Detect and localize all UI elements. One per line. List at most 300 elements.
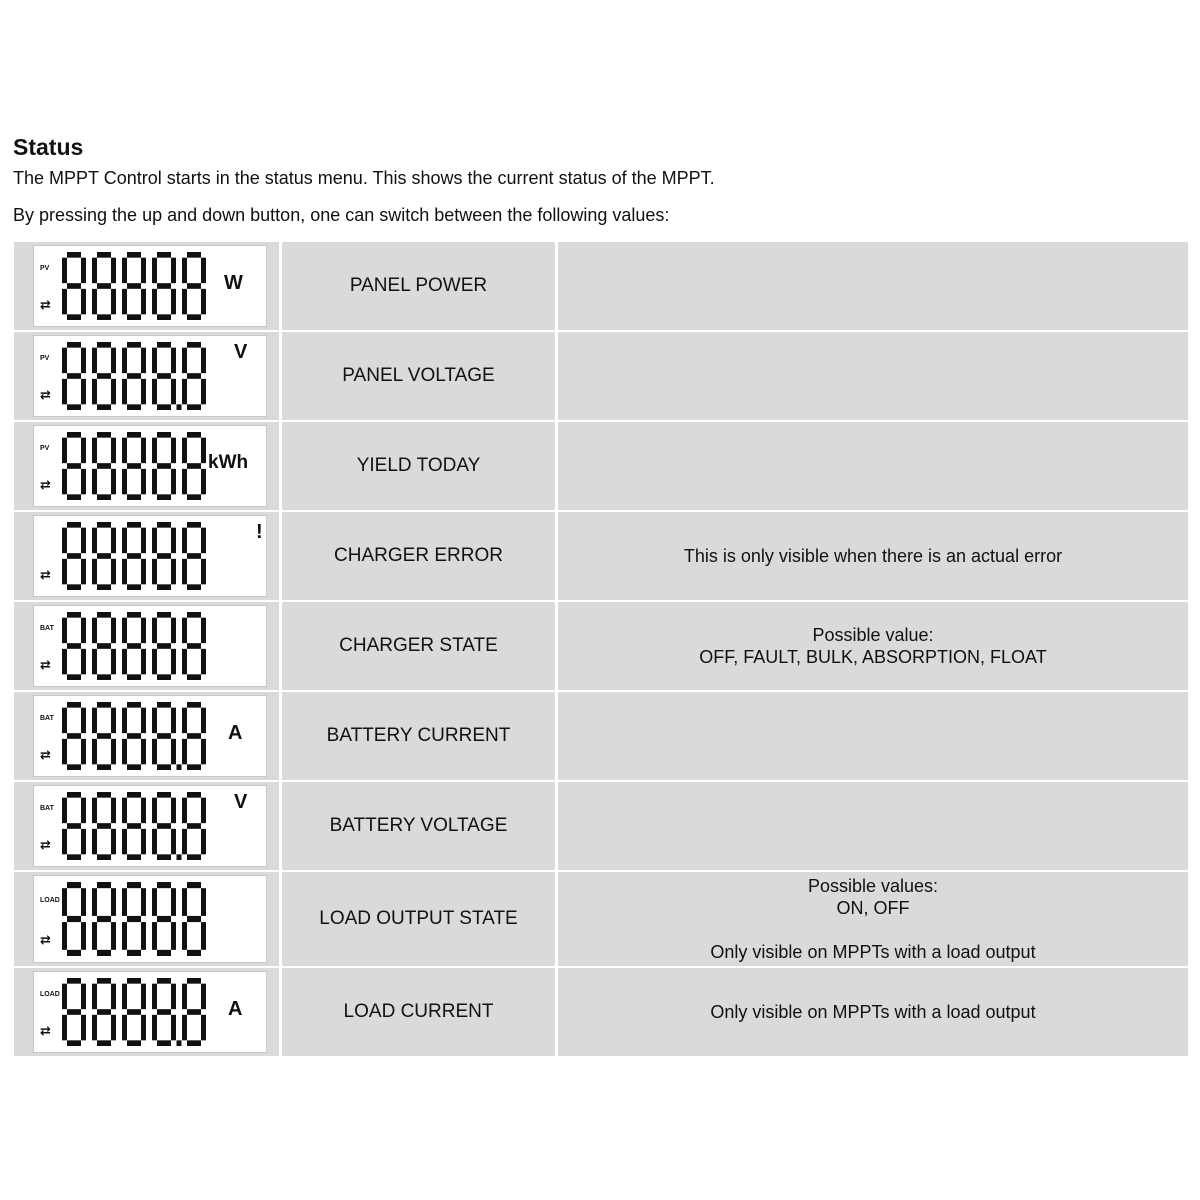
lcd-segment: [97, 1040, 111, 1046]
lcd-segment: [127, 432, 141, 438]
lcd-segment: [141, 984, 146, 1010]
lcd-segment: [122, 1015, 127, 1041]
lcd-segment: [182, 258, 187, 284]
lcd-segment: [187, 522, 201, 528]
lcd-segment: [201, 708, 206, 734]
lcd-segment: [127, 1040, 141, 1046]
lcd-segment: [152, 258, 157, 284]
lcd-segment: [187, 494, 201, 500]
status-row: [14, 420, 1188, 510]
lcd-digits-graphic: [62, 252, 210, 320]
value-note: [558, 872, 1188, 966]
lcd-segment: [187, 432, 201, 438]
lcd-arrows-icon: ⇄: [40, 477, 51, 493]
lcd-segment: [182, 829, 187, 855]
lcd-cell: [14, 512, 282, 600]
note-line: ON, OFF: [836, 898, 910, 918]
status-row: [14, 242, 1188, 330]
lcd-segment: [127, 950, 141, 956]
lcd-cell: [14, 602, 282, 690]
lcd-segment: [62, 438, 67, 464]
lcd-segment: [97, 916, 111, 922]
lcd-segment: [182, 618, 187, 644]
lcd-segment: [127, 916, 141, 922]
lcd-segment: [92, 798, 97, 824]
lcd-segment: [97, 882, 111, 888]
lcd-segment: [201, 798, 206, 824]
lcd-segment: [127, 522, 141, 528]
lcd-segment: [152, 438, 157, 464]
lcd-segment: [127, 553, 141, 559]
value-note: [558, 332, 1188, 420]
lcd-arrows-icon: ⇄: [40, 657, 51, 673]
lcd-segment: [92, 649, 97, 675]
lcd-segment: [201, 888, 206, 916]
lcd-segment: [187, 463, 201, 469]
lcd-segment: [97, 404, 111, 410]
lcd-segment: [201, 469, 206, 495]
lcd-segment: [201, 289, 206, 315]
lcd-segment: [187, 314, 201, 320]
lcd-segment: [81, 829, 86, 855]
lcd-segment: [127, 612, 141, 618]
lcd-segment: [97, 584, 111, 590]
lcd-decimal-point: [177, 404, 182, 410]
lcd-segment: [81, 798, 86, 824]
lcd-segment: [157, 643, 171, 649]
value-name: YIELD TODAY: [282, 422, 558, 510]
lcd-segment: [157, 674, 171, 680]
lcd-segment: [67, 252, 81, 258]
lcd-arrows-icon: ⇄: [40, 297, 51, 313]
value-name: BATTERY VOLTAGE: [282, 782, 558, 870]
lcd-segment: [152, 289, 157, 315]
lcd-segment: [152, 1015, 157, 1041]
lcd-source-tag: PV: [40, 355, 50, 363]
lcd-segment: [201, 922, 206, 950]
lcd-segment: [157, 463, 171, 469]
lcd-segment: [171, 348, 176, 374]
lcd-segment: [62, 289, 67, 315]
lcd-segment: [171, 649, 176, 675]
lcd-segment: [141, 438, 146, 464]
lcd-segment: [62, 1015, 67, 1041]
lcd-segment: [111, 829, 116, 855]
lcd-segment: [182, 528, 187, 554]
lcd-segment: [171, 618, 176, 644]
lcd-segment: [97, 463, 111, 469]
lcd-segment: [122, 922, 127, 950]
lcd-segment: [97, 702, 111, 708]
lcd-digits-graphic: [62, 612, 210, 680]
lcd-segment: [62, 888, 67, 916]
lcd-cell: [14, 782, 282, 870]
lcd-segment: [122, 348, 127, 374]
lcd-segment: [67, 494, 81, 500]
lcd-segment: [171, 438, 176, 464]
lcd-segment: [92, 984, 97, 1010]
lcd-segment: [122, 798, 127, 824]
lcd-segment: [187, 674, 201, 680]
lcd-decimal-point: [177, 764, 182, 770]
lcd-segment: [187, 373, 201, 379]
lcd-segment: [171, 469, 176, 495]
lcd-segment: [157, 702, 171, 708]
lcd-segment: [187, 854, 201, 860]
lcd-segment: [67, 643, 81, 649]
lcd-segment: [81, 618, 86, 644]
lcd-segment: [81, 1015, 86, 1041]
lcd-segment: [182, 888, 187, 916]
lcd-segment: [122, 984, 127, 1010]
lcd-segment: [127, 252, 141, 258]
lcd-segment: [157, 882, 171, 888]
lcd-segment: [127, 674, 141, 680]
lcd-segment: [141, 708, 146, 734]
value-note: [558, 968, 1188, 1056]
lcd-segment: [171, 289, 176, 315]
lcd-arrows-icon: ⇄: [40, 837, 51, 853]
lcd-segment: [187, 764, 201, 770]
lcd-segment: [201, 258, 206, 284]
lcd-segment: [67, 916, 81, 922]
lcd-segment: [92, 888, 97, 916]
lcd-segment: [157, 373, 171, 379]
lcd-segment: [62, 984, 67, 1010]
lcd-segment: [187, 792, 201, 798]
lcd-segment: [122, 528, 127, 554]
lcd-segment: [152, 708, 157, 734]
lcd-segment: [67, 553, 81, 559]
lcd-segment: [62, 559, 67, 585]
lcd-segment: [67, 1040, 81, 1046]
lcd-segment: [127, 764, 141, 770]
lcd-segment: [97, 342, 111, 348]
lcd-segment: [81, 649, 86, 675]
value-name: BATTERY CURRENT: [282, 692, 558, 780]
lcd-segment: [141, 379, 146, 405]
lcd-segment: [187, 823, 201, 829]
value-name: CHARGER STATE: [282, 602, 558, 690]
lcd-segment: [141, 798, 146, 824]
lcd-segment: [152, 528, 157, 554]
lcd-segment: [67, 612, 81, 618]
lcd-source-tag: BAT: [40, 805, 54, 813]
lcd-segment: [201, 528, 206, 554]
value-note: [558, 242, 1188, 330]
lcd-segment: [97, 674, 111, 680]
lcd-segment: [92, 708, 97, 734]
value-note: [558, 692, 1188, 780]
lcd-segment: [127, 404, 141, 410]
lcd-unit-label: A: [228, 998, 243, 1021]
lcd-display: [33, 245, 267, 327]
lcd-segment: [92, 739, 97, 765]
lcd-segment: [97, 432, 111, 438]
lcd-segment: [111, 984, 116, 1010]
lcd-segment: [171, 888, 176, 916]
lcd-segment: [127, 823, 141, 829]
lcd-segment: [111, 438, 116, 464]
lcd-segment: [62, 379, 67, 405]
lcd-segment: [141, 618, 146, 644]
lcd-segment: [111, 798, 116, 824]
lcd-segment: [92, 289, 97, 315]
lcd-segment: [122, 739, 127, 765]
value-note: [558, 782, 1188, 870]
lcd-segment: [187, 283, 201, 289]
lcd-segment: [97, 1009, 111, 1015]
lcd-segment: [62, 649, 67, 675]
lcd-segment: [111, 618, 116, 644]
lcd-arrows-icon: ⇄: [40, 387, 51, 403]
lcd-arrows-icon: ⇄: [40, 932, 51, 948]
lcd-segment: [127, 373, 141, 379]
lcd-unit-label: W: [224, 272, 243, 295]
lcd-segment: [201, 618, 206, 644]
lcd-segment: [187, 342, 201, 348]
lcd-segment: [62, 798, 67, 824]
lcd-segment: [141, 829, 146, 855]
lcd-segment: [157, 404, 171, 410]
lcd-segment: [201, 379, 206, 405]
lcd-segment: [171, 708, 176, 734]
lcd-segment: [111, 922, 116, 950]
lcd-segment: [92, 829, 97, 855]
section-heading: Status: [13, 134, 84, 160]
lcd-segment: [187, 916, 201, 922]
lcd-segment: [111, 528, 116, 554]
lcd-segment: [67, 792, 81, 798]
lcd-digits-graphic: [62, 522, 210, 590]
lcd-segment: [171, 798, 176, 824]
value-name: CHARGER ERROR: [282, 512, 558, 600]
lcd-segment: [187, 882, 201, 888]
lcd-segment: [201, 649, 206, 675]
lcd-segment: [157, 314, 171, 320]
lcd-segment: [187, 643, 201, 649]
note-line: Only visible on MPPTs with a load output: [710, 1002, 1036, 1022]
lcd-segment: [157, 916, 171, 922]
lcd-segment: [111, 379, 116, 405]
lcd-segment: [152, 379, 157, 405]
lcd-segment: [122, 379, 127, 405]
lcd-segment: [182, 922, 187, 950]
lcd-segment: [141, 739, 146, 765]
lcd-segment: [141, 1015, 146, 1041]
note-line: OFF, FAULT, BULK, ABSORPTION, FLOAT: [699, 647, 1047, 667]
lcd-segment: [127, 1009, 141, 1015]
lcd-cell: [14, 692, 282, 780]
lcd-segment: [171, 559, 176, 585]
lcd-segment: [97, 950, 111, 956]
lcd-segment: [67, 314, 81, 320]
lcd-source-tag: LOAD: [40, 896, 60, 904]
lcd-segment: [141, 922, 146, 950]
lcd-segment: [81, 708, 86, 734]
lcd-segment: [157, 1040, 171, 1046]
lcd-segment: [62, 469, 67, 495]
lcd-segment: [67, 823, 81, 829]
lcd-segment: [97, 314, 111, 320]
lcd-segment: [201, 559, 206, 585]
lcd-segment: [122, 438, 127, 464]
lcd-segment: [171, 984, 176, 1010]
lcd-segment: [111, 1015, 116, 1041]
lcd-segment: [157, 792, 171, 798]
lcd-digits: [62, 612, 210, 680]
lcd-segment: [62, 528, 67, 554]
lcd-segment: [122, 829, 127, 855]
lcd-segment: [81, 348, 86, 374]
lcd-segment: [97, 373, 111, 379]
lcd-cell: [14, 422, 282, 510]
value-name: LOAD OUTPUT STATE: [282, 872, 558, 966]
lcd-segment: [171, 922, 176, 950]
lcd-cell: [14, 242, 282, 330]
lcd-segment: [157, 494, 171, 500]
lcd-unit-label: V: [234, 791, 248, 813]
lcd-digits: [62, 792, 210, 860]
lcd-segment: [187, 1009, 201, 1015]
lcd-segment: [92, 258, 97, 284]
lcd-segment: [157, 1009, 171, 1015]
lcd-segment: [157, 252, 171, 258]
status-row: [14, 690, 1188, 780]
lcd-segment: [81, 559, 86, 585]
lcd-segment: [127, 342, 141, 348]
lcd-segment: [201, 829, 206, 855]
note-line: This is only visible when there is an actual error: [683, 546, 1063, 566]
lcd-segment: [92, 618, 97, 644]
lcd-segment: [182, 438, 187, 464]
lcd-display: [33, 785, 267, 867]
lcd-segment: [81, 922, 86, 950]
lcd-segment: [141, 888, 146, 916]
lcd-display: [33, 875, 267, 963]
lcd-segment: [97, 252, 111, 258]
lcd-segment: [152, 469, 157, 495]
lcd-segment: [187, 733, 201, 739]
lcd-segment: [141, 528, 146, 554]
lcd-cell: [14, 872, 282, 966]
lcd-segment: [81, 379, 86, 405]
lcd-segment: [67, 522, 81, 528]
instruction-paragraph: By pressing the up and down button, one can switch between the following values:: [13, 205, 670, 225]
lcd-segment: [127, 882, 141, 888]
lcd-segment: [97, 522, 111, 528]
lcd-digits: [62, 702, 210, 770]
lcd-segment: [157, 612, 171, 618]
lcd-unit-label: !: [256, 521, 263, 543]
lcd-segment: [111, 289, 116, 315]
lcd-arrows-icon: ⇄: [40, 747, 51, 763]
lcd-segment: [152, 739, 157, 765]
lcd-digits-graphic: [62, 702, 210, 770]
lcd-segment: [92, 469, 97, 495]
lcd-segment: [111, 888, 116, 916]
lcd-segment: [97, 283, 111, 289]
lcd-segment: [97, 823, 111, 829]
lcd-segment: [62, 829, 67, 855]
lcd-segment: [127, 978, 141, 984]
lcd-segment: [152, 984, 157, 1010]
lcd-segment: [122, 258, 127, 284]
status-row: [14, 510, 1188, 600]
lcd-digits-graphic: [62, 978, 210, 1046]
lcd-display: [33, 971, 267, 1053]
lcd-source-tag: PV: [40, 265, 50, 273]
note-line: Possible values:: [807, 876, 939, 896]
lcd-segment: [122, 649, 127, 675]
lcd-segment: [127, 314, 141, 320]
lcd-segment: [81, 984, 86, 1010]
lcd-segment: [92, 438, 97, 464]
lcd-segment: [67, 404, 81, 410]
lcd-segment: [111, 708, 116, 734]
lcd-segment: [122, 618, 127, 644]
lcd-segment: [127, 283, 141, 289]
lcd-digits-graphic: [62, 882, 210, 956]
lcd-segment: [67, 882, 81, 888]
lcd-segment: [157, 823, 171, 829]
lcd-segment: [111, 559, 116, 585]
lcd-segment: [171, 739, 176, 765]
lcd-segment: [182, 649, 187, 675]
lcd-segment: [62, 708, 67, 734]
lcd-segment: [111, 649, 116, 675]
lcd-segment: [97, 792, 111, 798]
lcd-segment: [182, 289, 187, 315]
lcd-source-tag: PV: [40, 445, 50, 453]
lcd-segment: [122, 559, 127, 585]
lcd-segment: [187, 404, 201, 410]
lcd-segment: [67, 854, 81, 860]
lcd-segment: [152, 649, 157, 675]
lcd-segment: [67, 978, 81, 984]
lcd-segment: [97, 978, 111, 984]
lcd-segment: [187, 584, 201, 590]
lcd-display: [33, 695, 267, 777]
lcd-segment: [201, 984, 206, 1010]
value-name: PANEL VOLTAGE: [282, 332, 558, 420]
lcd-segment: [182, 348, 187, 374]
lcd-segment: [111, 469, 116, 495]
note-line: Possible value:: [812, 625, 934, 645]
lcd-segment: [67, 674, 81, 680]
lcd-segment: [81, 739, 86, 765]
lcd-display: [33, 605, 267, 687]
status-row: [14, 330, 1188, 420]
lcd-digits-graphic: [62, 342, 210, 410]
lcd-segment: [67, 463, 81, 469]
lcd-segment: [201, 1015, 206, 1041]
lcd-segment: [92, 922, 97, 950]
lcd-source-tag: LOAD: [40, 991, 60, 999]
lcd-segment: [62, 922, 67, 950]
lcd-segment: [182, 1015, 187, 1041]
lcd-segment: [127, 584, 141, 590]
lcd-segment: [67, 584, 81, 590]
lcd-segment: [122, 888, 127, 916]
lcd-segment: [182, 708, 187, 734]
lcd-segment: [92, 348, 97, 374]
lcd-segment: [97, 854, 111, 860]
lcd-source-tag: BAT: [40, 715, 54, 723]
lcd-segment: [157, 432, 171, 438]
lcd-segment: [157, 283, 171, 289]
lcd-segment: [67, 950, 81, 956]
